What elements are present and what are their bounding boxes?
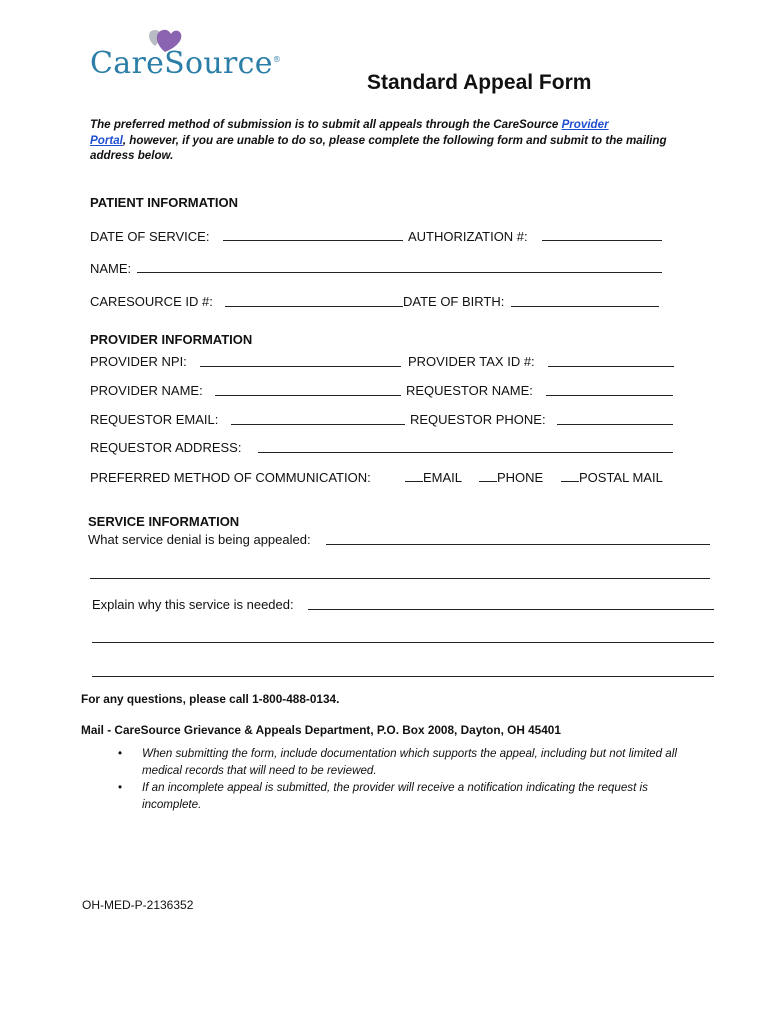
provider-npi-label: PROVIDER NPI: <box>90 354 187 369</box>
date-of-birth-label: DATE OF BIRTH: <box>403 294 505 309</box>
questions-note: For any questions, please call 1-800-488-0134. <box>81 692 340 706</box>
option-postal-mail[interactable]: POSTAL MAIL <box>561 470 663 485</box>
provider-npi-field[interactable] <box>200 366 401 367</box>
requestor-email-field[interactable] <box>231 424 405 425</box>
requestor-phone-label: REQUESTOR PHONE: <box>410 412 546 427</box>
provider-tax-id-field[interactable] <box>548 366 674 367</box>
date-of-service-field[interactable] <box>223 240 403 241</box>
date-of-service-label: DATE OF SERVICE: <box>90 229 210 244</box>
date-of-birth-field[interactable] <box>511 306 659 307</box>
provider-portal-link[interactable]: Provider Portal <box>90 118 609 147</box>
denial-answer-field[interactable] <box>326 544 710 545</box>
denial-answer-line-2[interactable] <box>90 578 710 579</box>
provider-name-label: PROVIDER NAME: <box>90 383 203 398</box>
provider-info-heading: PROVIDER INFORMATION <box>90 332 253 347</box>
name-label: NAME: <box>90 261 132 276</box>
requestor-name-label: REQUESTOR NAME: <box>406 383 533 398</box>
postal-mail-checkbox[interactable] <box>561 471 579 482</box>
needed-answer-line-2[interactable] <box>92 642 714 643</box>
service-info-heading: SERVICE INFORMATION <box>88 514 240 529</box>
denial-question-label: What service denial is being appealed: <box>88 532 311 547</box>
requestor-phone-field[interactable] <box>557 424 673 425</box>
option-phone[interactable]: PHONE <box>479 470 543 485</box>
preferred-method-label: PREFERRED METHOD OF COMMUNICATION: <box>90 470 371 485</box>
list-item: • If an incomplete appeal is submitted, the provider will receive a notification indicating the request is incomplete. <box>118 781 648 811</box>
requestor-email-label: REQUESTOR EMAIL: <box>90 412 219 427</box>
authorization-label: AUTHORIZATION #: <box>408 229 528 244</box>
intro-paragraph: The preferred method of submission is to submit all appeals through the CareSource Provider Portal, however, if you are unable to do so, please complete the following form and submit to the mailing address below. <box>90 118 667 162</box>
needed-answer-field[interactable] <box>308 609 714 610</box>
requestor-address-field[interactable] <box>258 452 673 453</box>
provider-name-field[interactable] <box>215 395 401 396</box>
logo-wordmark: CareSource <box>90 46 273 81</box>
requestor-name-field[interactable] <box>546 395 673 396</box>
caresource-id-field[interactable] <box>225 306 403 307</box>
name-field[interactable] <box>137 272 662 273</box>
requestor-address-label: REQUESTOR ADDRESS: <box>90 440 242 455</box>
email-checkbox[interactable] <box>405 471 423 482</box>
caresource-logo <box>90 26 290 88</box>
needed-question-label: Explain why this service is needed: <box>92 597 294 612</box>
needed-answer-line-3[interactable] <box>92 676 714 677</box>
registered-mark: ® <box>272 55 282 64</box>
list-item: • When submitting the form, include documentation which supports the appeal, including but not limited all medical records that will need to be reviewed. <box>118 747 677 777</box>
authorization-field[interactable] <box>542 240 662 241</box>
caresource-id-label: CARESOURCE ID #: <box>90 294 213 309</box>
bullet-icon: • <box>118 747 123 760</box>
form-code: OH-MED-P-2136352 <box>82 898 194 912</box>
mail-address-note: Mail - CareSource Grievance & Appeals Department, P.O. Box 2008, Dayton, OH 45401 <box>81 723 561 737</box>
option-email[interactable]: EMAIL <box>405 470 462 485</box>
provider-tax-id-label: PROVIDER TAX ID #: <box>408 354 535 369</box>
form-title: Standard Appeal Form <box>367 71 592 94</box>
bullet-icon: • <box>118 781 123 794</box>
instructions-list <box>118 746 678 814</box>
patient-info-heading: PATIENT INFORMATION <box>90 195 239 210</box>
phone-checkbox[interactable] <box>479 471 497 482</box>
